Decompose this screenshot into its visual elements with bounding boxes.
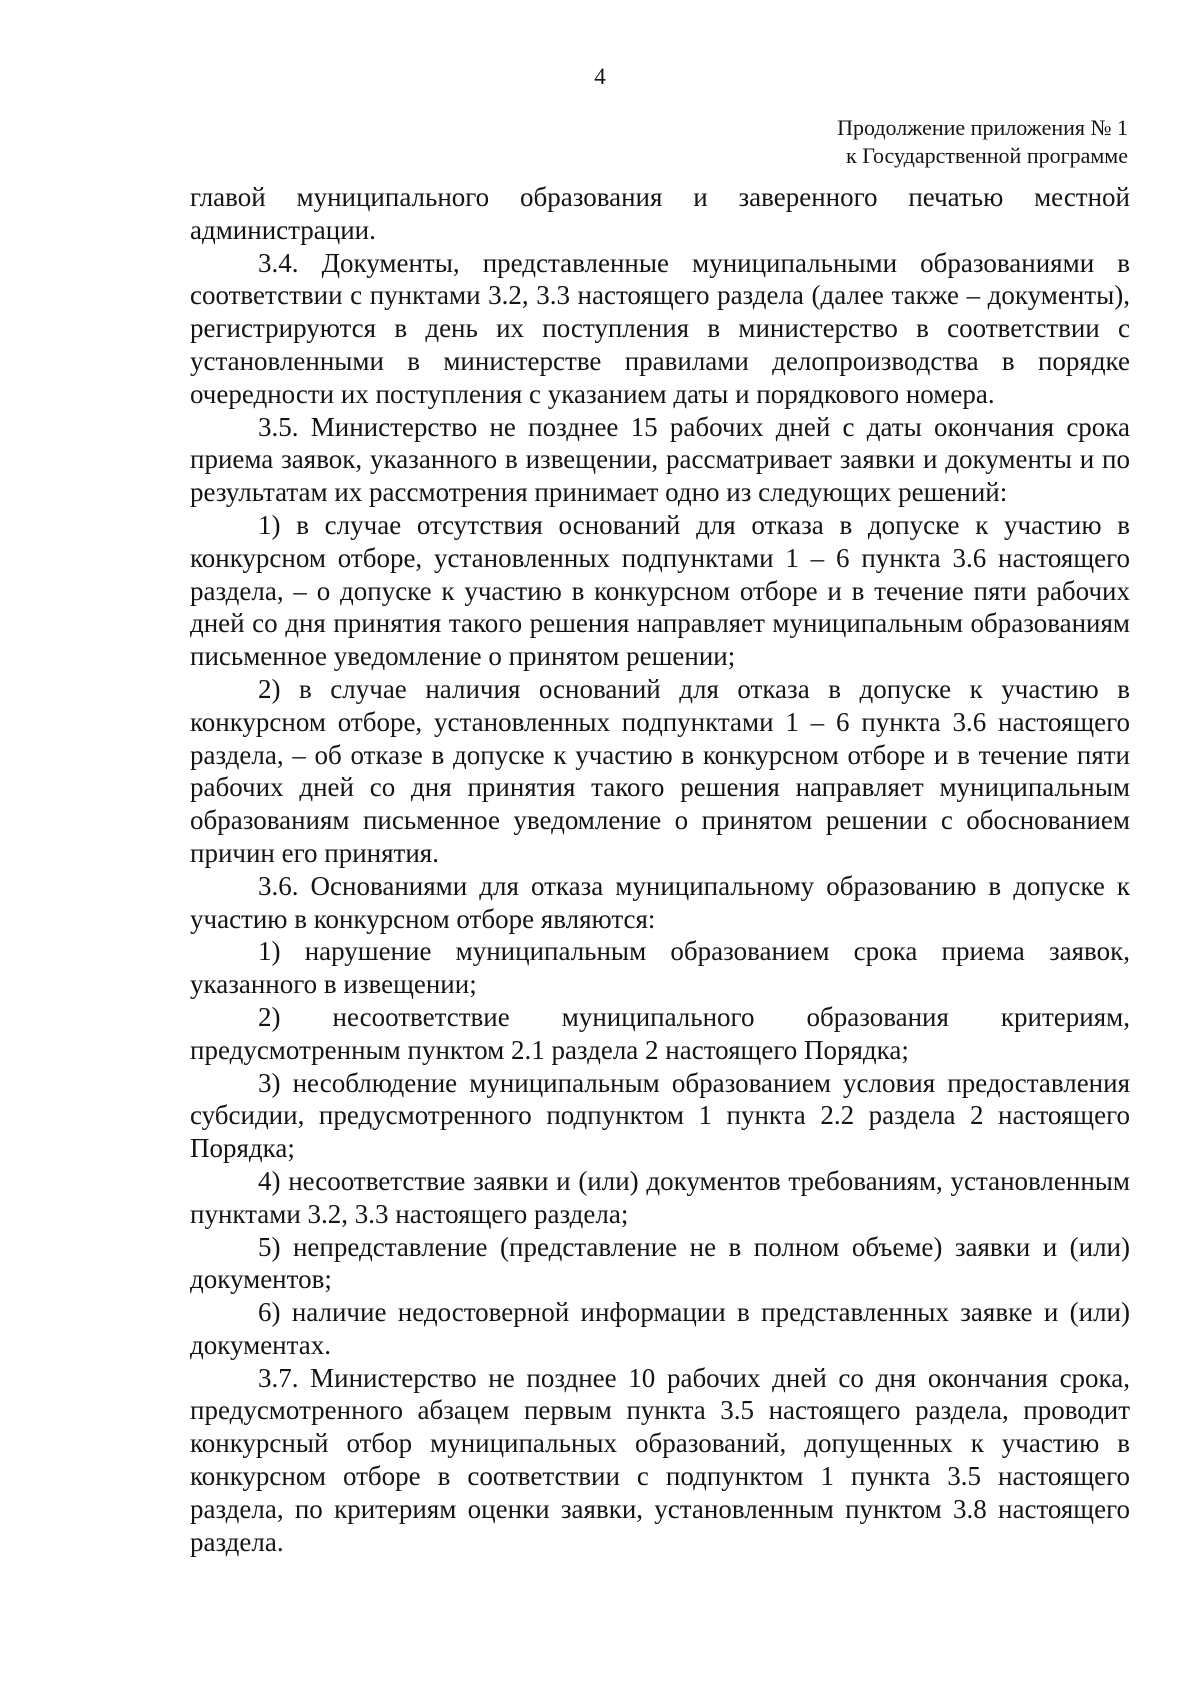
appendix-line-2: к Государственной программе [846, 143, 1128, 168]
paragraph-3-7: 3.7. Министерство не позднее 10 рабочих дней со дня окончания срока, предусмотренного абзацем первым пункта 3.5 настоящего раздела, проводит конкурсный отбор муниципальных образований, допущенных к участию в конкурсном отборе в соответствии с подпунктом 1 пункта 3.5 настоящего раздела, по критериям оценки заявки, установленным пунктом 3.8 настоящего раздела. [190, 1362, 1130, 1557]
paragraph-3-6-item-3: 3) несоблюдение муниципальным образованием условия предоставления субсидии, предусмотренного подпунктом 1 пункта 2.2 раздела 2 настоящего Порядка; [190, 1067, 1130, 1164]
paragraph-3-5: 3.5. Министерство не позднее 15 рабочих дней с даты окончания срока приема заявок, указанного в извещении, рассматривает заявки и документы и по результатам их рассмотрения принимает одно из следующих решений: [190, 411, 1130, 508]
paragraph-3-6: 3.6. Основаниями для отказа муниципальному образованию в допуске к участию в конкурсном отборе являются: [190, 870, 1130, 934]
paragraph-3-6-item-1: 1) нарушение муниципальным образованием срока приема заявок, указанного в извещении; [190, 936, 1130, 1000]
appendix-note [837, 114, 1128, 170]
paragraph-3-6-item-2: 2) несоответствие муниципального образования критериям, предусмотренным пунктом 2.1 раздела 2 настоящего Порядка; [190, 1001, 1130, 1065]
appendix-line-1: Продолжение приложения № 1 [837, 115, 1128, 140]
page-number: 4 [594, 64, 606, 89]
paragraph-3-4: 3.4. Документы, представленные муниципальными образованиями в соответствии с пунктами 3.2, 3.3 настоящего раздела (далее также – документы), регистрируются в день их поступления в министерство в соответствии с установленными в министерстве правилами делопроизводства в порядке очередности их поступления с указанием даты и порядкового номера. [190, 247, 1130, 409]
paragraph-3-5-item-2: 2) в случае наличия оснований для отказа в допуске к участию в конкурсном отборе, установленных подпунктами 1 – 6 пункта 3.6 настоящего раздела, – об отказе в допуске к участию в конкурсном отборе и в течение пяти рабочих дней со дня принятия такого решения направляет муниципальным образованиям письменное уведомление о принятом решении с обоснованием причин его принятия. [190, 673, 1130, 868]
paragraph-3-5-item-1: 1) в случае отсутствия оснований для отказа в допуске к участию в конкурсном отборе, установленных подпунктами 1 – 6 пункта 3.6 настоящего раздела, – о допуске к участию в конкурсном отборе и в течение пяти рабочих дней со дня принятия такого решения направляет муниципальным образованиям письменное уведомление о принятом решении; [190, 509, 1130, 672]
document-body [190, 181, 1130, 1558]
paragraph-3-6-item-4: 4) несоответствие заявки и (или) документов требованиям, установленным пунктами 3.2, 3.3 настоящего раздела; [190, 1165, 1130, 1229]
paragraph-3-6-item-6: 6) наличие недостоверной информации в представленных заявке и (или) документах. [190, 1297, 1130, 1360]
paragraph-continuation: главой муниципального образования и заверенного печатью местной администрации. [190, 182, 1130, 245]
paragraph-3-6-item-5: 5) непредставление (представление не в полном объеме) заявки и (или) документов; [190, 1231, 1130, 1295]
